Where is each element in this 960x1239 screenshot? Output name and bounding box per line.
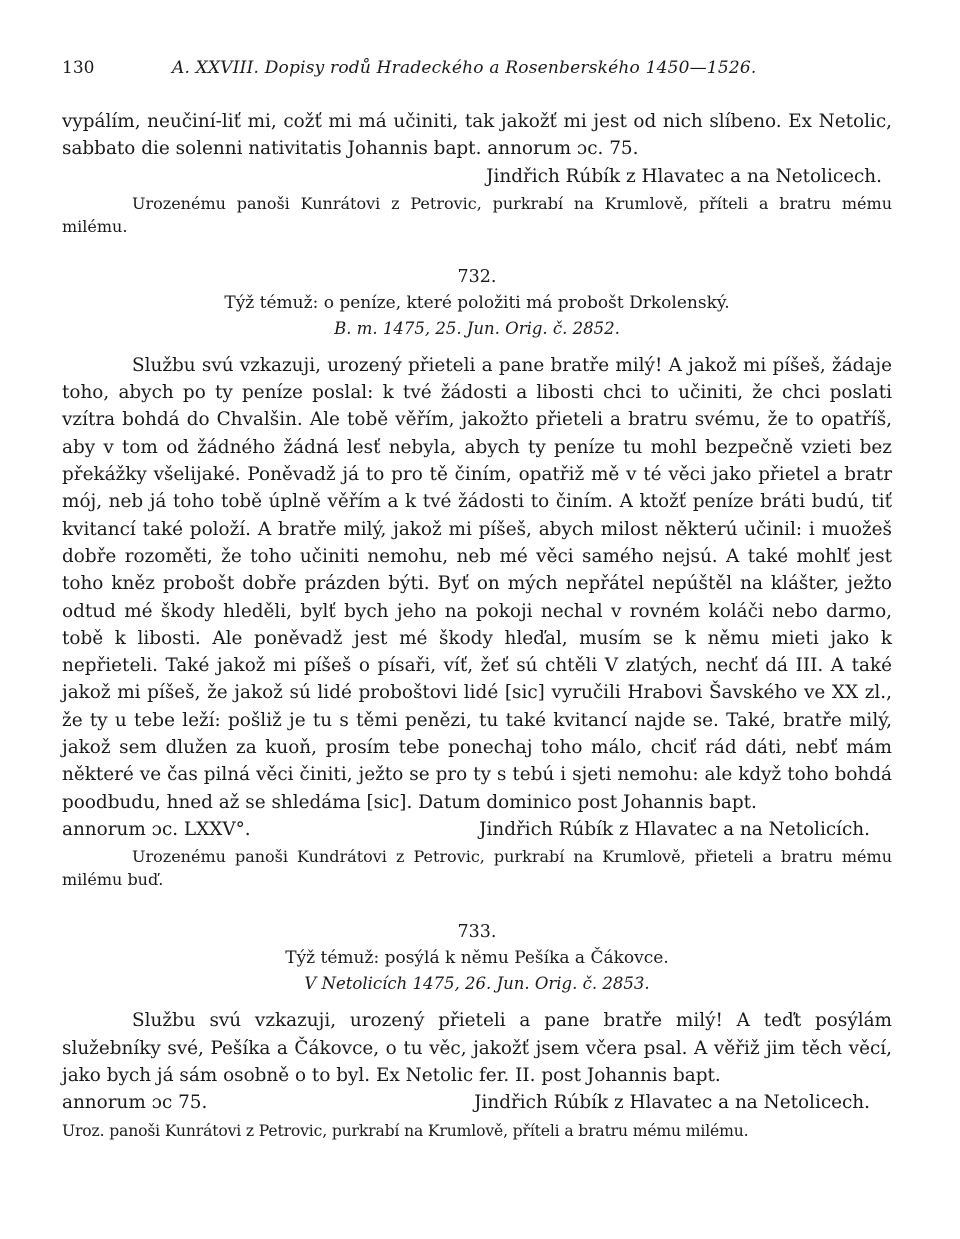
letter-source: B. m. 1475, 25. Jun. Orig. č. 2852. xyxy=(334,318,620,338)
letter-signature: Jindřich Rúbík z Hlavatec a na Netolicích. xyxy=(479,818,870,840)
closing-date: annorum ɔc. LXXV°. xyxy=(62,818,251,840)
letter-closing xyxy=(62,816,892,843)
letter-closing xyxy=(62,1089,892,1116)
running-header xyxy=(62,58,892,86)
letter-signature: Jindřich Rúbík z Hlavatec a na Netolicech. xyxy=(486,165,882,187)
page-number: 130 xyxy=(62,58,95,78)
letter-body: vypálím, neučiní-liť mi, cožť mi má učiniti, tak jakožť mi jest od nich slíbeno. Ex Netolic, sabbato die solenni nativitatis Johannis bapt. annorum ɔc. 75. xyxy=(62,111,892,160)
book-page xyxy=(62,58,892,1143)
letter-number: 732. xyxy=(457,266,497,287)
letter-733 xyxy=(62,919,892,1143)
letter-address: Urozenému panoši Kundrátovi z Petrovic, purkrabí na Krumlově, přieteli a bratru mému milému buď. xyxy=(62,847,892,890)
letter-address: Uroz. panoši Kunrátovi z Petrovic, purkrabí na Krumlově, příteli a bratru mému milému. xyxy=(62,1122,749,1141)
letter-body: Službu svú vzkazuji, urozený přieteli a pane bratře milý! A teďt posýlám služebníky své, Pešíka a Čákovce, o tu věc, jakožť jsem včera psal. A věřiž jim těch věcí, jako bych já sám osobně o to byl. Ex Netolic fer. II. post Johannis bapt. xyxy=(62,1010,892,1086)
letter-body: Službu svú vzkazuji, urozený přieteli a pane bratře milý! A jakož mi píšeš, žádaje toho, abych po ty peníze poslal: k tvé žádosti a libosti chci to učiniti, že chci poslati vzítra bohdá do Chvalšin. Ale tobě věřím, jakožto přieteli a bratru svému, že to opatříš, aby v tom od žádného žádná lesť nebyla, abych ty peníze tu mohl bezpečně vzieti bez překážky všelijaké. Poněvadž já to pro tě činím, opatřiž mě v té věci jako přietel a bratr mój, neb já toho tobě úplně věřím a k tvé žádosti to činím. A ktožť peníze bráti budú, tiť kvitancí také položí. A bratře milý, jakož mi píšeš, abych milost některú učinil: i muožeš dobře rozoměti, že toho učiniti nemohu, neb mé věci samého nejsú. A také mohlť jest toho kněz probošt dobře prázden býti. Byť on mých nepřátel nepúštěl na klášter, ježto odtud mé škody hleděli, bylť bych jeho na pokoji nechal v rovném koláči nebo darmo, tobě k libosti. Ale poněvadž jest mé škody hleďal, musím se k němu mieti jako k nepřieteli. Také jakož mi píšeš o písaři, víť, žeť sú chtěli V zlatých, nechť dá III. A také jakož mi píšeš, že jakož sú lidé proboštovi lidé [sic] vyručili Hrabovi Šavského ve XX zl., že ty u tebe leží: pošliž je tu s těmi penězi, tu také kvitancí najde se. Také, bratře milý, jakož sem dlužen za kuoň, prosím tebe ponechaj toho málo, chciť rád dáti, nebť mám některé ve čas pilná věci činiti, ježto se pro ty s tebú i sjeti nemohu: ale když toho bohdá poodbudu, hned až se shledáma [sic]. Datum dominico post Johannis bapt. xyxy=(62,354,892,813)
letter-number: 733. xyxy=(457,922,497,943)
letter-signature: Jindřich Rúbík z Hlavatec a na Netolicech. xyxy=(474,1092,870,1114)
running-title: A. XXVIII. Dopisy rodů Hradeckého a Rosenberského 1450—1526. xyxy=(172,58,757,78)
letter-732 xyxy=(62,264,892,891)
closing-date: annorum ɔc 75. xyxy=(62,1092,208,1114)
previous-letter-end xyxy=(62,108,892,238)
letter-summary: Týž témuž: posýlá k němu Pešíka a Čákovce. xyxy=(285,948,669,969)
letter-address: Urozenému panoši Kunrátovi z Petrovic, purkrabí na Krumlově, příteli a bratru mému milému. xyxy=(62,193,892,236)
letter-source: V Netolicích 1475, 26. Jun. Orig. č. 2853. xyxy=(304,974,650,994)
letter-summary: Týž témuž: o peníze, které položiti má probošt Drkolenský. xyxy=(224,292,730,313)
